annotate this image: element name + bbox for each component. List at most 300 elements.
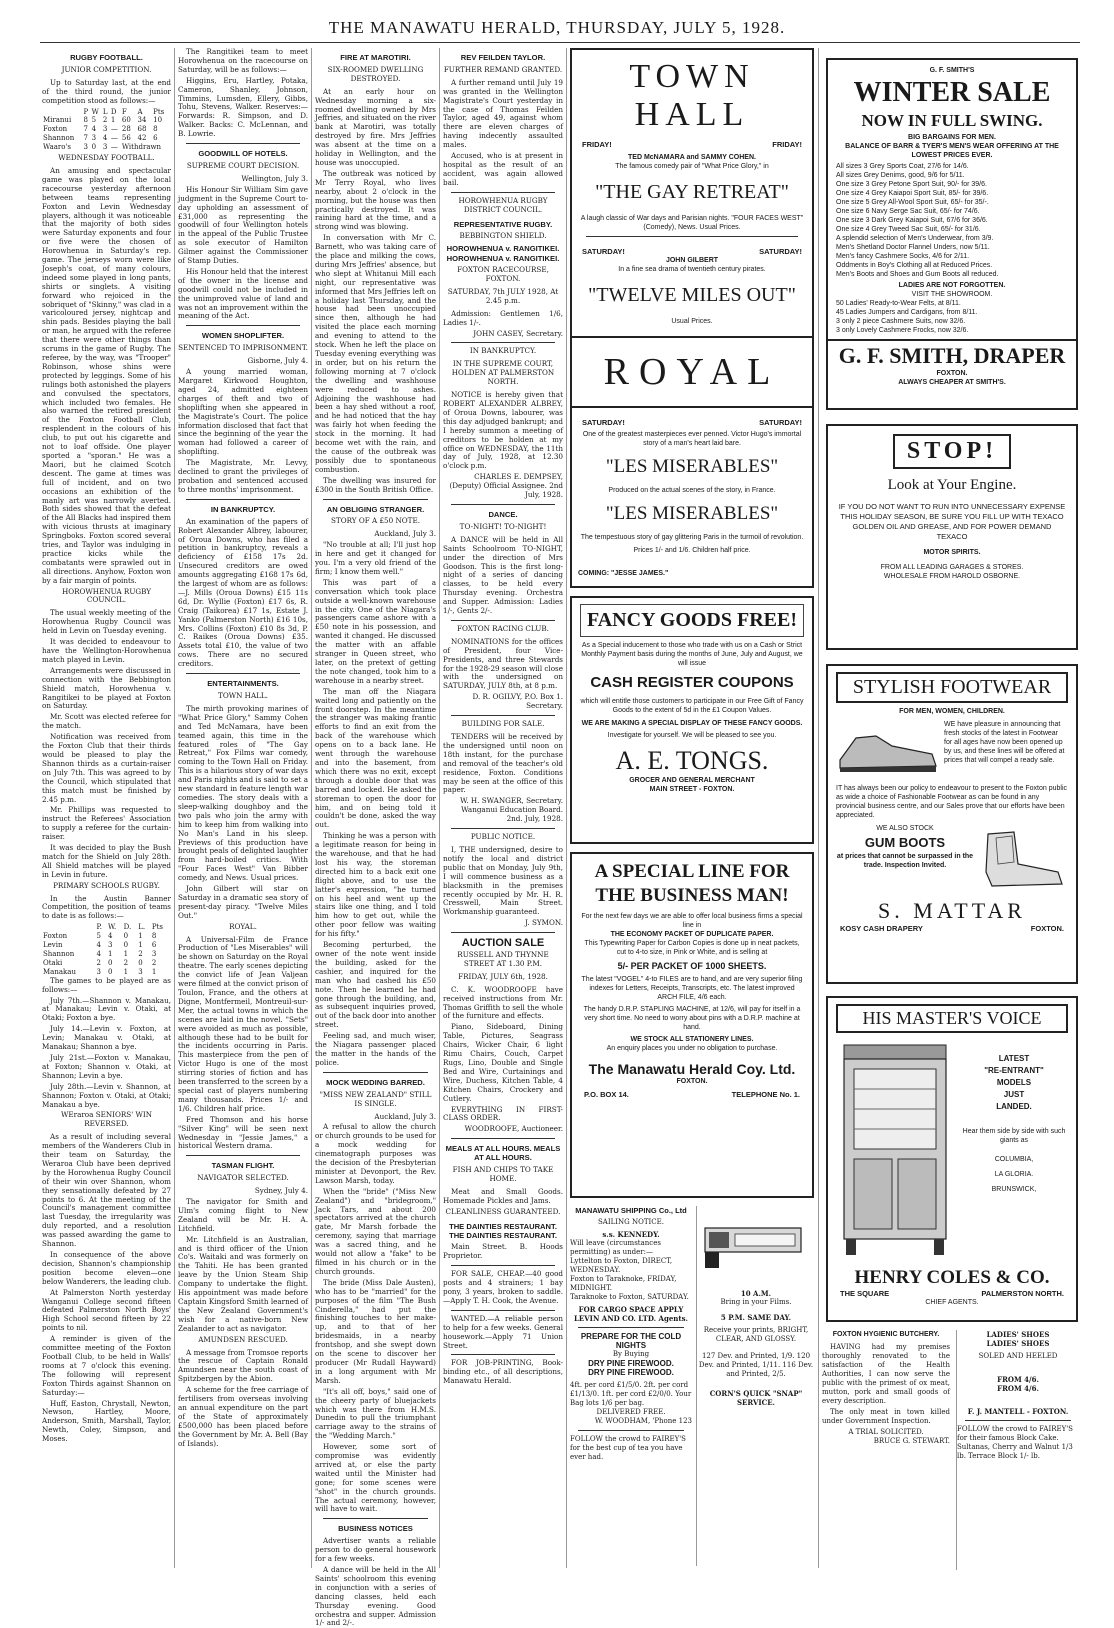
divider: [451, 1265, 555, 1266]
footwear-ad: [826, 664, 1078, 984]
divider: [572, 406, 812, 408]
paragraph: His Honour Sir William Sim gave judgment in the Supreme Court to-day upholding an assessment of £31,000 as representing the goodwill of four Wellington hotels in the appeal of the Public Trustee as sole executor of Hamilton Gilmer against the Commissioner of Stamp Duties.: [178, 184, 308, 266]
signature: CHARLES E. DEMPSEY, (Deputy) Official Assignee. 2nd July, 1928.: [449, 472, 563, 500]
subhead: TO-NIGHT! TO-NIGHT!: [459, 521, 547, 531]
subhead: FOXTON RACECOURSE, FOXTON.: [457, 265, 549, 284]
ad-text: Lyttelton to Foxton, DIRECT, WEDNESDAY.: [570, 1257, 673, 1274]
film-title: "LES MISERABLES": [605, 456, 779, 477]
ad-text: LADIES' SHOES: [986, 1330, 1050, 1339]
masthead-rule: [40, 42, 1080, 43]
herald-stationery-ad: [570, 852, 814, 1198]
coming-soon: COMING: "JESSE JAMES.": [578, 570, 669, 577]
divider: [323, 1518, 428, 1519]
paragraph: Admission: Gentlemen 1/6, Ladies 1/-.: [443, 308, 563, 327]
stars: TED McNAMARA and SAMMY COHEN.: [628, 154, 756, 161]
ad-text: GROCER AND GENERAL MERCHANT: [629, 777, 755, 784]
ad-highlight: MOTOR SPIRITS.: [923, 549, 981, 556]
paragraph: I, THE undersigned, desire to notify the local and district public that on Monday, July 9th, I will commence business as a blacksmith in the premises recently occupied by Mr. H. R. Cresswell, Main Street. Workmanship guaranteed.: [443, 844, 563, 917]
ad-text: 4ft. per cord £1/5/0. 2ft. per cord £1/13/0. 1ft. per cord £2/0/0. Your Bag lots 1/6 per bag.: [570, 1381, 692, 1407]
headline: REPRESENTATIVE RUGBY.: [453, 219, 553, 229]
headline: MOCK WEDDING BARRED.: [326, 1077, 425, 1087]
hmv-ad: [826, 996, 1078, 1322]
headline: AN OBLIGING STRANGER.: [326, 504, 425, 514]
signature: W. WOODHAM, 'Phone 123: [594, 1417, 692, 1425]
ad-text: BALANCE OF BARR & TYER'S MEN'S WEAR OFFERING AT THE LOWEST PRICES EVER.: [845, 143, 1059, 159]
film-title: "LES MISERABLES": [605, 503, 779, 524]
ad-text: G. F. SMITH'S: [929, 67, 975, 74]
ad-text: at prices that cannot be surpassed in the trade. Inspection Invited.: [836, 853, 974, 869]
day-label: FRIDAY!: [772, 140, 802, 149]
paragraph: Main Street. B. Hoods Proprietor.: [443, 1242, 563, 1261]
subhead: SENTENCED TO IMPRISONMENT.: [178, 343, 308, 353]
ad-subtitle: FOR MEN, WOMEN, CHILDREN.: [899, 708, 1005, 715]
sale-line: 3 only 2 piece Cashmere Suits, now 32/6.: [836, 318, 966, 325]
ad-text: IT has always been our policy to endeavour to present to the Foxton public as wide a choice of Fashionable Footwear as can be found in any provincial business centre, and our Sales prove that our efforts have been appreciated.: [836, 785, 1068, 819]
day-label: SATURDAY!: [759, 418, 802, 427]
ad-title: ROYAL: [603, 351, 781, 393]
film-title: "THE GAY RETREAT": [595, 181, 789, 203]
subhead: SATURDAY, 7th JULY 1928, At 2.45 p.m.: [447, 286, 559, 305]
paragraph: Becoming perturbed, the owner of the note went inside the building, asked for the cashier, and inquired for the man who had cashed his £50 note. Then he learned he had gone through the building, and, as subsequent inquiries proved, out of the back door into another street.: [315, 940, 436, 1030]
ad-text: Bring in your Films.: [720, 1298, 792, 1306]
paragraph: At Palmerston North yesterday Wanganui College second fifteen defeated Palmerston North Boys' High School second fifteen by 22 points to nil.: [42, 1287, 171, 1333]
paragraph: Up to Saturday last, at the end of the third round, the junior competition stood as follows:—: [42, 77, 171, 105]
shipping-notice: [570, 1206, 692, 1566]
divider: [323, 499, 428, 500]
ad-subtitle: NOW IN FULL SWING.: [861, 111, 1043, 130]
ad-text: THE SQUARE: [840, 1289, 890, 1298]
town-hall-ad: [570, 48, 814, 588]
ad-text: The only meat in town killed under Government Inspection.: [822, 1408, 950, 1425]
stars: JOHN GILBERT: [665, 257, 719, 264]
paragraph: FOR SALE, CHEAP.—40 good posts and 4 strainers; 1 bay pony, 3 years, broken to saddle.—Apply T. H. Cook, the Avenue.: [443, 1269, 563, 1305]
sale-line: One size 3 Dark Grey Kaiapoi Suit, 67/6 for 36/6.: [836, 217, 988, 224]
ad-text: HAVING had my premises thoroughly renovated to the satisfaction of the Health Authorities, I can now serve the public with the primest of ox meat, mutton, pork and small goods of every description.: [822, 1343, 950, 1405]
ad-text: A TRIAL SOLICITED.: [848, 1428, 924, 1436]
ad-text: THE ECONOMY PACKET OF DUPLICATE PAPER.: [610, 931, 774, 938]
paragraph: Feeling sad, and much wiser, the Niagara passenger placed the matter in the hands of the police.: [315, 1031, 436, 1067]
advertiser-name: HENRY COLES & CO.: [854, 1267, 1050, 1288]
ad-text: 5 P.M. SAME DAY.: [720, 1313, 792, 1322]
dateline: Sydney, July 4.: [254, 1186, 308, 1196]
subhead: TOWN HALL.: [218, 691, 268, 700]
day-label: SATURDAY!: [582, 418, 625, 427]
ad-text: WE ALSO STOCK: [876, 825, 934, 832]
ad-text: Will leave (circumstances permitting) as under:—: [570, 1239, 661, 1256]
ad-text: FROM ALL LEADING GARAGES & STORES.: [880, 564, 1024, 571]
sale-list: [836, 162, 1068, 279]
ad-title: WINTER SALE: [853, 77, 1051, 108]
paragraph: A DANCE will be held in All Saints Schoolroom TO-NIGHT, under the direction of Mrs Goodson. This is the first long-night of a series of dancing classes, to be held every Thursday evening. Orchestra and Supper. Admission: Ladies 1/-, Gents 2/-.: [443, 534, 563, 616]
divider: [451, 932, 555, 933]
signature: BRUCE G. STEWART.: [873, 1437, 950, 1445]
brand: LA GLORIA.: [994, 1171, 1034, 1178]
paragraph: Accused, who is at present in hospital as the result of an accident, was again allowed bail.: [443, 151, 563, 187]
ad-title: STOP!: [893, 434, 1011, 469]
po-box: P.O. BOX 14.: [584, 1090, 629, 1099]
paragraph: "It's all off, boys," said one of the cheery party of bluejackets which was there from H.M.S. Dunedin to pull the triumphant carriage away to the strains of the "Wedding March.": [315, 1386, 436, 1441]
ad-title: A SPECIAL LINE FOR THE BUSINESS MAN!: [594, 861, 790, 906]
headline: BUSINESS NOTICES: [338, 1524, 413, 1534]
headline: WOMEN SHOPLIFTER.: [201, 331, 285, 341]
headline: RUGBY FOOTBALL.: [70, 53, 143, 62]
ad-text: MODELS: [996, 1078, 1032, 1087]
camera-icon: [701, 1212, 811, 1276]
subhead: SUPREME COURT DECISION.: [186, 160, 300, 170]
headline: GOODWILL OF HOTELS.: [198, 149, 288, 159]
column-divider: [566, 48, 567, 1568]
ad-text: ALWAYS CHEAPER AT SMITH'S.: [898, 379, 1006, 386]
paragraph: Piano, Sideboard, Dining Table, Pictures, Seagrass Chairs, Wicker Chair, 6 light Rimu Chairs, Couch, Carpet Rugs, Lino, Double and Single Bed and Wire, Curtainings and Wire, Duchess, Kitchen Table, 4 Kitchen Chairs, Crockery and Cutlery.: [443, 1022, 563, 1103]
sale-line: Oddments in Boy's Clothing all at Reduced Prices.: [836, 262, 993, 269]
primary-table: P. W. D. L. Pts Foxton 5 4 0 1 8 Levin 4 3 0 1 6 Shannon 4 1 1 2 3 Otaki 2 0 2 0 2 Manakau 3 0 1 3 1: [43, 923, 163, 976]
subhead: FRIDAY, JULY 6th, 1928.: [458, 971, 548, 981]
subhead: FURTHER REMAND GRANTED.: [443, 64, 563, 74]
paragraph: It was decided to endeavour to have the Wellington-Horowhenua match played in Levin.: [42, 637, 171, 664]
shoe-icon: [836, 720, 940, 780]
paragraph: Higgins, Eru, Hartley, Potaka, Cameron, Shanley, Johnson, Timmins, Lumsden, Ellery, Gibbs, Tohu, Stevens, Walker. Reserves:—Forwards: R. Simpson, and D. Walker. Backs: C. McLennan, and B. Lowrie.: [178, 75, 308, 139]
sale-line: Men's fancy Cashmere Socks, 4/6 for 2/11.: [836, 253, 970, 260]
ad-text: WE STOCK ALL STATIONERY LINES.: [630, 1036, 754, 1043]
ad-text: FOR CARGO SPACE APPLY LEVIN AND CO. LTD. Agents.: [573, 1305, 688, 1323]
divider: [186, 1155, 300, 1156]
tongs-ad: [570, 596, 814, 844]
column-4: [443, 48, 563, 1568]
paragraph: A dance will be held in the All Saints' schoolroom this evening in conjunction with a series of dancing classes, held each Thursday evening. Good orchestra and supper. Admission 1/- and 2/-.: [315, 1565, 436, 1628]
day-label: SATURDAY!: [582, 247, 625, 256]
sale-line: Men's Boots and Shoes and Gum Boots all reduced.: [836, 271, 999, 278]
film-title: "TWELVE MILES OUT": [588, 284, 796, 306]
ad-text: The famous comedy pair of "What Price Glory," in: [615, 163, 769, 170]
paragraph: July 7th.—Shannon v. Manakau, at Manakau; Levin v. Otaki, at Otaki; Foxton a bye.: [42, 995, 171, 1023]
sale-line: One size 3 Grey Petone Sport Suit, 90/- for 39/6.: [836, 181, 987, 188]
subhead: AMUNDSEN RESCUED.: [198, 1334, 288, 1344]
subhead: IN THE SUPREME COURT, HOLDEN AT PALMERSTON NORTH.: [451, 359, 555, 387]
ad-text: The tempestuous story of gay glittering Paris in the turmoil of revolution.: [580, 534, 804, 541]
paragraph: C. K. WOODROOFE have received instructions from Mr. Thomas Griffith to sell the whole of the furniture and effects.: [443, 984, 563, 1021]
ad-text: IF YOU DO NOT WANT TO RUN INTO UNNECESSARY EXPENSE THIS HOLIDAY SEASON, BE SURE YOU FILL UP WITH TEXACO GOLDEN OIL AND GREASE, AND FOR POWER DEMAND TEXACO: [838, 502, 1066, 541]
column-3: [315, 48, 436, 1628]
paragraph: The outbreak was noticed by Mr Terry Royal, who lives nearby, about 2 o'clock in the morning, but the house was then practically destroyed. It was raining hard at the time, and a strong wind was blowing.: [315, 168, 436, 232]
auction-title: AUCTION SALE: [461, 937, 545, 950]
sale-line: All sizes 3 Grey Sports Coat, 27/6 for 14/6.: [836, 163, 969, 170]
subhead: IN BANKRUPTCY.: [469, 346, 537, 356]
ad-title: MANAWATU SHIPPING Co., Ltd: [575, 1206, 687, 1215]
paragraph: July 14.—Levin v. Foxton, at Levin; Manakau v. Otaki, at Manakau; Shannon a bye.: [42, 1024, 171, 1052]
paragraph: The games to be played are as follows:—: [42, 975, 171, 994]
paragraph: It was decided to play the Bush match for the Shield on July 28th. All Shield matches will be played in Levin in future.: [42, 843, 171, 879]
paragraph: July 21st.—Foxton v. Manakau, at Foxton; Shannon v. Otaki, at Shannon; Levin a bye.: [42, 1052, 171, 1080]
column-2: [178, 48, 308, 1568]
signature: D. R. OGILVY, P.O. Box 1. Secretary.: [472, 692, 563, 711]
paragraph: NOTICE is hereby given that ROBERT ALEXANDER ALBREY, of Oroua Downs, labourer, was this day adjudged bankrupt; and I hereby summon a meeting of creditors to be holden at my office on WEDNESDAY, the 11th day of July, 1928, at 12.30 o'clock p.m.: [443, 390, 563, 471]
column-1: [42, 48, 171, 1568]
ad-text: 127 Dev. and Printed, 1/9. 120 Dev. and Printed, 1/11. 116 Dev. and Printed, 2/5.: [698, 1352, 814, 1378]
column-divider: [439, 48, 440, 1568]
ad-text: PALMERSTON NORTH.: [981, 1289, 1064, 1298]
paragraph: At an early hour on Wednesday morning a six-roomed dwelling owned by Mrs Jeffries, and situated on the river bank at Marotiri, was totally destroyed by fire. Mrs Jeffries was absent at the time on a holiday in Wellington, and the house was unoccupied.: [315, 86, 436, 167]
paragraph: When the "bride" ("Miss New Zealand") and "bridegroom," Jack Tars, and about 200 spectators arrived at the church gate, Mr Marsh forbade the ceremony, saying that marriage was a sacred thing, and he would not allow a "fake" to be filmed in his church or in the church grounds.: [315, 1186, 436, 1276]
paragraph: Notification was received from the Foxton Club that their thirds would be pleased to play the Shannon thirds as a curtain-raiser on July 7th. This was agreed to by the Council, which stipulated that this match must be finished by 2.45 p.m.: [42, 732, 171, 804]
paragraph: Huff, Easton, Chrystall, Newton, Newson, Hartley, Moore, Anderson, Smith, Marshall, Taylor, Newth, Coley, Simpson, and Moses.: [42, 1398, 171, 1444]
paragraph: Meat and Small Goods. Homemade Pickles and Jams.: [443, 1186, 563, 1205]
ad-text: FROM 4/6.: [997, 1375, 1039, 1384]
ad-text: In a fine sea drama of twentieth century pirates.: [618, 266, 766, 273]
ad-text: Produced on the actual scenes of the story, in France.: [608, 487, 776, 494]
subhead: WEDNESDAY FOOTBALL.: [58, 153, 155, 163]
divider: [586, 236, 798, 237]
brand: BRUNSWICK,: [991, 1186, 1037, 1193]
paragraph: A Universal-Film de France Production of "Les Miserables" will be shown on Saturday on the Royal theatre. The early scenes depicting the convict life of Jean Valjean were filmed at the convict prison of Toulon, France, and the others at Digne, Montfermeil, Montreuil-sur-Mer, the actual towns in which the scenes are laid in the novel. "Sets" were avoided as much as possible, although these had to be built for the incidents occurring in Paris. This masterpiece from the pen of Victor Hugo is one of the most stirring stories of fiction and has been transferred to the screen by a special cast of players numbering many thousands. Prices 1/- and 1/6. Children half price.: [178, 934, 308, 1113]
subhead: NAVIGATOR SELECTED.: [197, 1173, 289, 1183]
sale-line: One size 4 Grey Kaiapoi Sport Suit, 85/- for 39/6.: [836, 190, 989, 197]
paragraph: A scheme for the free carriage of fertilisers from overseas involving an annual expenditure on the part of the State of approximately £500,000 has been placed before the Government by Mr. A. Bell (Bay of Islands).: [178, 1385, 308, 1448]
advertiser-name: A. E. TONGS.: [615, 746, 769, 775]
ad-text: LADIES' SHOES: [986, 1339, 1050, 1348]
subhead: PRIMARY SCHOOLS RUGBY.: [53, 880, 160, 890]
ad-text: DELIVERED FREE.: [596, 1408, 666, 1416]
paragraph: FOR JOB-PRINTING, Book-binding etc., of all descriptions, Manawatu Herald.: [443, 1358, 563, 1386]
ad-text: FOLLOW the crowd to FAIREY'S for their famous Block Cake. Sultanas, Cherry and Walnut 1/3 lb. Terrace Block 1/- lb.: [957, 1425, 1073, 1460]
ad-text: WE have pleasure in announcing that fresh stocks of the latest in Footwear for all ages have now been opened up by us, and these lines will be offered at prices that will compel a ready sale.: [944, 721, 1065, 764]
ad-text: WE ARE MAKING A SPECIAL DISPLAY OF THESE FANCY GOODS.: [581, 720, 803, 727]
divider: [451, 192, 555, 193]
ad-text: The latest "VOGEL" 4-to FILES are to hand, and are very superior filing indexes for Letters, Receipts, Transcripts, etc. The latest improved ARCH FILE, 4/6 each.: [581, 976, 803, 1001]
telephone: TELEPHONE No. 1.: [731, 1090, 800, 1099]
photo-service-ad: [696, 1206, 815, 1566]
paragraph: The Rangitikei team to meet Horowhenua on the racecourse on Saturday, will be as follows:—: [178, 47, 308, 74]
divider: [578, 1430, 684, 1431]
paragraph: Arrangements were discussed in connection with the Bebbington Shield match, Horowhenua v. Rangitikei to be played at Foxton on Saturday.: [42, 665, 171, 711]
ad-text: FROM 4/6.: [997, 1384, 1039, 1393]
divider: [578, 1327, 684, 1328]
ad-highlight: DRY PINE FIREWOOD.: [588, 1368, 674, 1377]
headline: ENTERTAINMENTS.: [207, 679, 279, 689]
headline: THE DAINTIES RESTAURANT. THE DAINTIES RESTAURANT.: [449, 1221, 557, 1240]
ad-text: By Buying: [612, 1350, 650, 1358]
ad-text: Prices 1/- and 1/6. Children half price.: [633, 547, 751, 554]
paragraph: However, some sort of compromise was evidently arrived at, or else the party waited until the Minister had gone; for some scenes were "shot" in the church grounds. The actual ceremony, however, will have to wait.: [315, 1442, 436, 1514]
signature: WOODROOFE, Auctioneer.: [464, 1124, 563, 1134]
paragraph: His Honour held that the interest of the owner in the license and goodwill could not be included in the unimproved value of land and was not an improvement within the meaning of the Act.: [178, 266, 308, 321]
ad-text: CORN'S QUICK "SNAP" SERVICE.: [709, 1389, 803, 1407]
dateline: Auckland, July 3.: [374, 1111, 436, 1121]
subhead: HOROWHENUA RUGBY COUNCIL.: [61, 586, 152, 605]
divider: [451, 342, 555, 343]
advertiser-name: G. F. SMITH, DRAPER: [838, 343, 1066, 368]
paragraph: "No trouble at all; I'll just hop in here and get it changed for you. I'm a very old friend of the firm; I know them well.": [315, 540, 436, 576]
butchery-ad: [822, 1330, 950, 1570]
notice-title: HOROWHENUA RUGBY DISTRICT COUNCIL.: [458, 195, 548, 214]
headline: TASMAN FLIGHT.: [211, 1161, 275, 1171]
ad-highlight: CASH REGISTER COUPONS: [590, 674, 794, 691]
ad-text: Usual Prices.: [671, 318, 713, 325]
paragraph: The Magistrate, Mr. Levvy, declined to grant the privileges of probation and sentenced accused to three months' imprisonment.: [178, 458, 308, 494]
gramophone-cabinet-icon: [836, 1039, 954, 1259]
ad-text: FOLLOW the crowd to FAIREY'S for the best cup of tea you have ever had.: [570, 1435, 686, 1461]
paragraph: The bride (Miss Dale Austen), who has to be "married" for the purposes of the film "The Bush Cinderella," had put the finishing touches to her make-up, and to that of her bridesmaids, in a nearby frontshop, and she swept down on the scene to discover her producer (Mr Rudall Hayward) in a long argument with Mr Marsh.: [315, 1277, 436, 1385]
column-divider: [311, 48, 312, 1568]
ad-text: This Typewriting Paper for Carbon Copies is done up in neat packets, cut to 4-to size, in Pink or White, and is selling at: [584, 940, 800, 956]
divider: [186, 499, 300, 500]
divider: [186, 673, 300, 674]
ad-text: LATEST: [998, 1054, 1030, 1063]
paragraph: The navigator for Smith and Ulm's coming flight to New Zealand will be Mr. H. A. Litchfield.: [178, 1197, 308, 1233]
sale-line: One size 4 Grey Tweed Sac Suit, 65/- for 31/6.: [836, 226, 981, 233]
headline: MEALS AT ALL HOURS. MEALS AT ALL HOURS.: [445, 1144, 561, 1163]
column-divider: [818, 48, 819, 1568]
headline: HOROWHENUA v. RANGITIKEI.: [446, 254, 560, 264]
paragraph: WANTED.—A reliable person to help for a few weeks. General housework.—Apply 71 Union Street.: [443, 1313, 563, 1350]
ad-text: SOLED AND HEELED: [978, 1352, 1058, 1360]
divider: [828, 339, 1076, 341]
ad-text: SAILING NOTICE.: [598, 1218, 664, 1226]
ad-highlight: GUM BOOTS: [864, 835, 946, 850]
ad-text: Investigate for yourself. We will be pleased to see you.: [607, 732, 777, 739]
shoe-repair-ad: [956, 1330, 1079, 1570]
paragraph: Mr. Litchfield is an Australian, and is third officer of the Union Co's. Waitaki and was formerly on the Tahiti. He has been granted leave by the Union Steam Ship Company to undertake the flight. His appointment was made before Captain Kingsford Smith learned of the New Zealand Government's wish for a native-born New Zealander to act as navigator.: [178, 1234, 308, 1333]
ad-text: CHIEF AGENTS.: [925, 1299, 979, 1306]
divider: [451, 1310, 555, 1311]
headline: IN BANKRUPTCY.: [210, 504, 276, 514]
divider: [451, 504, 555, 505]
ad-highlight: DRY PINE FIREWOOD.: [588, 1359, 674, 1368]
ad-text: An enquiry places you under no obligation to purchase.: [606, 1045, 778, 1052]
ad-text: 10 A.M.: [740, 1289, 772, 1298]
dateline: Auckland, July 3.: [374, 529, 436, 539]
paragraph: In the Austin Banner Competition, the position of teams to date is as follows:—: [42, 893, 171, 921]
subhead: "MISS NEW ZEALAND" STILL IS SINGLE.: [319, 1089, 432, 1108]
paragraph: In conversation with Mr C. Barnett, who was taking care of the place and milking the cows, during Mrs Jeffries' absence, but who slept at Whitanui Mill each night, our representative was informed that Mrs Jeffries left on a holiday last Thursday, and the house had been unoccupied since then, although he had visited the place each morning and evening to attend to the stock. When he left the place on Tuesday evening everything was in order, but on his return the following morning at 7 o'clock the dwelling and washhouse were reduced to ashes. Adjoining the washhouse had been a hay shed without a roof, and he had noticed that the hay was fairly hot when feeding the stock in the morning. It had become wet with the rain, and the cause of the outbreak was possibly due to spontaneous combustion.: [315, 233, 436, 474]
ad-text: Hear them side by side with such giants as: [962, 1128, 1066, 1144]
sale-line: A splendid selection of Men's Underwear, from 3/9.: [836, 235, 994, 242]
divider: [186, 143, 300, 144]
ad-text: One of the greatest masterpieces ever penned. Victor Hugo's immortal story of a man's heart laid bare.: [582, 431, 802, 447]
subhead: PUBLIC NOTICE.: [470, 832, 536, 842]
signature: W. H. SWANGER, Secretary. Wanganui Education Board. 2nd. July, 1928.: [460, 796, 563, 824]
ad-title: PREPARE FOR THE COLD NIGHTS: [580, 1332, 682, 1350]
advertiser-name: S. MATTAR: [878, 898, 1026, 923]
ad-title: HIS MASTER'S VOICE: [836, 1004, 1068, 1033]
subhead: WEraroa SENIORS' WIN REVERSED.: [61, 1110, 152, 1129]
column-divider: [174, 48, 175, 1568]
headline: FIRE AT MAROTIRI.: [340, 53, 411, 62]
subhead: BEBBINGTON SHIELD.: [459, 231, 547, 241]
day-label: FRIDAY!: [582, 140, 612, 149]
headline: DANCE.: [488, 509, 518, 519]
divider: [451, 620, 555, 621]
ad-text: JUST: [1003, 1090, 1025, 1099]
sale-line: 45 Ladies Jumpers and Cardigans, from 8/11.: [836, 309, 978, 316]
masthead: THE MANAWATU HERALD, THURSDAY, JULY 5, 1928.: [328, 18, 786, 37]
paragraph: Fred Thomson and his horse "Silver King" will be seen next Wednesday in "Jessie James," a historical Western drama.: [178, 1114, 308, 1151]
ad-text: MAIN STREET - FOXTON.: [649, 786, 735, 793]
ad-text: As a Special inducement to those who trade with us on a Cash or Strict Monthly Payment basis during the months of June, July and August, we will issue: [581, 642, 803, 667]
dateline: Wellington, July 3.: [241, 173, 308, 183]
paragraph: John Gilbert will star on Saturday in a dramatic sea story of present-day piracy. "Twelve Miles Out.": [178, 884, 308, 920]
divider: [965, 1420, 1071, 1421]
paragraph: Mr. Scott was elected referee for the match.: [42, 712, 171, 731]
divider: [323, 1072, 428, 1073]
advertiser-name: The Manawatu Herald Coy. Ltd.: [588, 1061, 796, 1077]
paragraph: TENDERS will be received by the undersigned until noon on 18th instant, for the purchase and removal of the teacher's old residence, Foxton. Conditions may be seen at the office of this paper.: [443, 732, 563, 795]
signature: J. SYMON.: [525, 918, 563, 928]
subhead: FISH AND CHIPS TO TAKE HOME.: [452, 1165, 554, 1183]
signature: JOHN CASEY, Secretary.: [473, 328, 563, 338]
ad-text: BIG BARGAINS FOR MEN.: [908, 134, 996, 141]
ad-text: FOXTON.: [936, 370, 968, 377]
texaco-ad: [826, 424, 1078, 650]
paragraph: A message from Tromsoe reports the rescue of Captain Ronald Amundsen near the south coast of Spitzbergen by the Abion.: [178, 1347, 308, 1384]
headline: REV FEILDEN TAYLOR.: [460, 53, 546, 62]
paragraph: NOMINATIONS for the offices of President, four Vice-Presidents, and three Stewards for the 1928-29 season will close with the undersigned on SATURDAY, JULY 8th, at 8 p.m.: [443, 636, 563, 691]
day-label: SATURDAY!: [759, 247, 802, 256]
sale-line: One size 5 Grey All-Wool Sport Suit, 65/- for 35/-.: [836, 199, 989, 206]
ad-text: which will entitle those customers to participate in our Free Gift of Fancy Goods to the extent of 5d in the £1 Coupon Values.: [580, 698, 804, 714]
subhead: CLEANLINESS GUARANTEED.: [445, 1206, 561, 1216]
ship-name: s.s. KENNEDY.: [602, 1230, 660, 1239]
sale-line: All sizes Grey Denims, good, 9/6 for 5/11.: [836, 172, 965, 179]
paragraph: A young married woman, Margaret Kirkwood Houghton, aged 24, admitted eighteen charges of theft and two of shoplifting when she appeared in the Magistrate's Court. The police information disclosed that fact that since the beginning of the year the woman had followed a career of shoplifting.: [178, 367, 308, 457]
paragraph: EVERYTHING IN FIRST-CLASS ORDER.: [443, 1104, 563, 1123]
ad-text: Taraknoke to Foxton, SATURDAY.: [570, 1293, 689, 1301]
ad-text: WHOLESALE FROM HAROLD OSBORNE.: [883, 573, 1021, 580]
paragraph: Advertiser wants a reliable person to do general housework for a few weeks.: [315, 1536, 436, 1564]
paragraph: July 28th.—Levin v. Shannon, at Shannon; Foxton v. Otaki, at Otaki; Manakau a bye.: [42, 1081, 171, 1109]
ad-text: Receive your prints, BRIGHT, CLEAR, AND GLOSSY.: [703, 1326, 809, 1343]
ad-title: TOWN HALL: [629, 58, 755, 133]
sale-list: [836, 299, 1068, 335]
subhead: BUILDING FOR SALE.: [461, 719, 545, 729]
ad-title: FANCY GOODS FREE!: [580, 604, 804, 637]
subhead: RUSSELL AND THYNNE STREET AT 1.30 P.M.: [457, 950, 549, 968]
paragraph: A refusal to allow the church or church grounds to be used for a mock wedding for cinematograph purposes was the decision of the Presbyterian minister at Devonport, the Rev. Lawson Marsh, today.: [315, 1122, 436, 1185]
paragraph: A reminder is given of the committee meeting of the Foxton Football Club, to be held in Walls' rooms at 7 o'clock this evening. The following will represent Foxton Thirds against Shannon on Saturday:—: [42, 1334, 171, 1397]
ad-subtitle: Look at Your Engine.: [887, 477, 1017, 493]
junior-table: P W L D F A Pts Miranui 8 5 2 1 60 34 10 Foxton 7 4 3 — 28 68 8 Shannon 7 3 4 — 56 42 6 Waaro's 3 0 3 — Withdrawn: [43, 107, 165, 152]
ad-text: FOXTON.: [1030, 924, 1064, 933]
paragraph: Mr. Phillips was requested to instruct the Referees' Association to supply a referee for the curtain-raiser.: [42, 805, 171, 842]
ad-text: KOSY CASH DRAPERY: [840, 924, 923, 933]
divider: [451, 1138, 555, 1139]
ad-title: FOXTON HYGIENIC BUTCHERY.: [832, 1331, 940, 1338]
divider: [451, 828, 555, 829]
ad-text: LANDED.: [996, 1102, 1032, 1111]
smith-winter-sale-ad: [826, 58, 1078, 410]
headline: HOROWHENUA v. RANGITIKEI.: [446, 244, 560, 254]
ad-text: FOXTON.: [676, 1078, 708, 1085]
ad-text: For the next few days we are able to offer local business firms a special line in: [581, 913, 803, 929]
sale-line: 3 only Lovely Cashmere Frocks, now 32/6.: [836, 327, 969, 334]
divider: [451, 1354, 555, 1355]
signature: F. J. MANTELL - FOXTON.: [967, 1407, 1069, 1416]
paragraph: The man off the Niagara waited long and patiently on the front doorstep. In the meantime the stranger was making frantic efforts to find an exit from the back of the warehouse which opens on to a back lane. He went through the warehouse and into the basement, from which there was no exit, except through a double door that was barred and locked. He asked the storeman to open the door for him, and on being told it couldn't be done, asked the way out.: [315, 686, 436, 830]
subhead: SIX-ROOMED DWELLING DESTROYED.: [327, 64, 424, 83]
ad-text: VISIT THE SHOWROOM.: [911, 291, 993, 298]
paragraph: As a result of including several members of the Wanderers Club in their team on Saturday, the Weraroa Club have been deprived by the Horowhenua Rugby Council of their win over Shannon, whom they sensationally defeated by 27 points to 6. At the meeting of the Council's management committee last Tuesday, the irregularity was duly reported, and a resolution was passed awarding the game to Shannon.: [42, 1132, 171, 1249]
paragraph: In consequence of the above decision, Shannon's championship position become eleven—one below Wanderers, the leading club.: [42, 1250, 171, 1286]
paragraph: An amusing and spectacular game was played on the local racecourse yesterday afternoon between teams representing Foxton and Levin Wednesday players, although it was noticeable that the majority of both sides were Saturday exponents and four or five were the chosen of Horowhenua in Saturday's rep. game. The jerseys worn were like Joseph's coat, of many colours, indeed some played in long pants, shirts or singlets. A visiting forward who rejoiced in the sobriquet of "Skinny," was clad in a varicoloured jersey, nightcap and shin pads. Besides playing the ball or man, he argued with the referee that there were other things than scrums in the game of Rugby. The referee, by the way, was "Trooper" Robinson, whose shins were protected by leggings. Some of his rulings both astonished the players and convulsed the spectators, which included two females. He also warned the retired president of the Foxton Football Club, resplendent in the colours of his club, to put out his cigarette and not to loaf offside. One player sported a "sporan." He was a Maori, but he claimed Scotch descent. The game at times was full of incident, and on two occasions an exhibition of the manly art was narrowly averted. Both sides showed that the defeat of the All Blacks had inspired them with vicious thrusts at imaginary Springboks. Foxton scored several tries, and Taylor was indulging in practice kicks while the combatants were sprawled out in all directions. Anyhow, Foxton won by a fair margin of points.: [42, 165, 171, 585]
ad-text: LADIES ARE NOT FORGOTTEN.: [898, 282, 1006, 289]
subhead: ROYAL.: [229, 921, 257, 931]
sale-line: 50 Ladies' Ready-to-Wear Felts, at 8/11.: [836, 300, 961, 307]
brand: COLUMBIA,: [994, 1156, 1034, 1163]
divider: [186, 325, 300, 326]
ad-text: "RE-ENTRANT": [984, 1066, 1044, 1075]
paragraph: The mirth provoking marines of "What Price Glory," Sammy Cohen and Ted McNamara, have been teamed again, this time in the featured roles of "The Gay Retreat," Fox Films war comedy, coming to the Town Hall on Friday. This is a hilarious story of war days and Paris nights and is said to set a new standard in feature length war comedies. The story deals with a sleep-walking doughboy and the two pals who join the army with him to keep him from walking into No Man's Land in his sleep. Previews of this production have brought peals of delighted laughter from hard-boiled critics. With "Four Faces West" Van Bibber comedy, and News. Usual prices.: [178, 703, 308, 883]
ad-highlight: 5/- PER PACKET OF 1000 SHEETS.: [617, 961, 767, 971]
subhead: JUNIOR COMPETITION.: [61, 64, 152, 74]
